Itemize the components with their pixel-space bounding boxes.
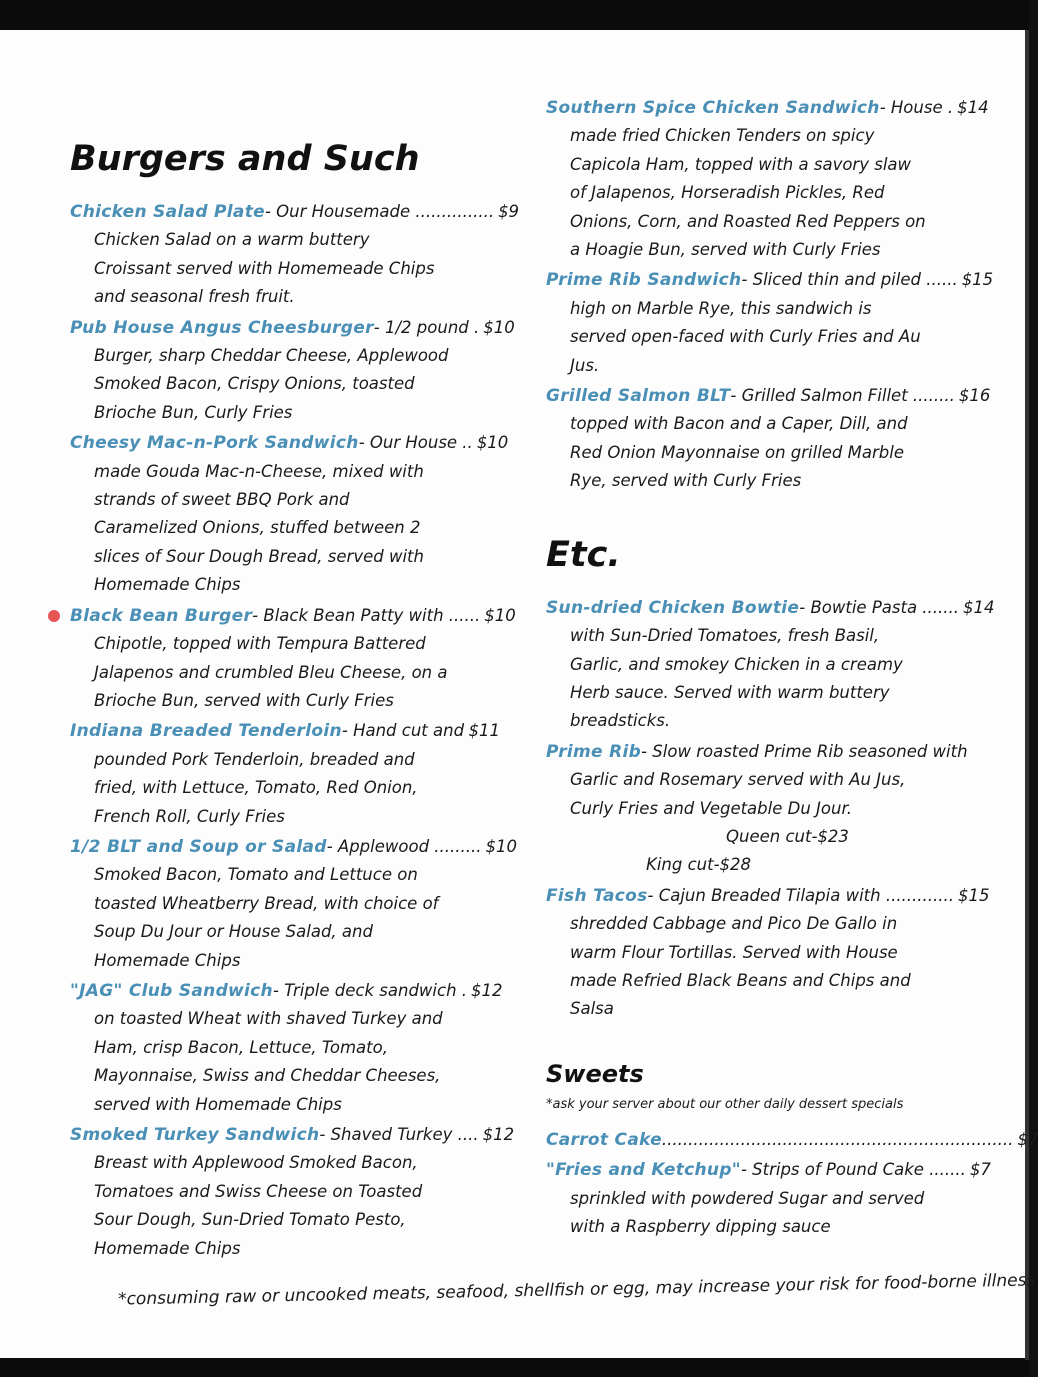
menu-item-header bbox=[546, 594, 995, 622]
menu-item-description-line: of Jalapenos, Horseradish Pickles, Red bbox=[570, 183, 885, 203]
menu-item bbox=[70, 833, 517, 975]
sweets-note: *ask your server about our other daily dessert specials bbox=[546, 1096, 904, 1112]
menu-item-description-line: with Sun-Dried Tomatoes, fresh Basil, bbox=[570, 626, 880, 646]
menu-item-name: Carrot Cake bbox=[546, 1129, 662, 1150]
menu-item-price: $15 bbox=[961, 270, 994, 290]
menu-item-description-line: Salsa bbox=[570, 999, 614, 1019]
menu-item-price: $9 bbox=[498, 202, 520, 221]
menu-item-price: $11 bbox=[468, 721, 500, 741]
menu-item-name: Chicken Salad Plate bbox=[70, 202, 265, 222]
menu-item bbox=[70, 602, 516, 716]
menu-item-name: Black Bean Burger bbox=[70, 605, 253, 626]
menu-item-description-line: fried, with Lettuce, Tomato, Red Onion, bbox=[94, 778, 418, 798]
menu-item-description-line: pounded Pork Tenderloin, breaded and bbox=[94, 749, 415, 769]
menu-item-header bbox=[70, 314, 515, 342]
menu-item-description-line: Brioche Bun, served with Curly Fries bbox=[94, 690, 394, 710]
menu-item-description-line: Rye, served with Curly Fries bbox=[570, 471, 802, 491]
menu-item-description-line: Caramelized Onions, stuffed between 2 bbox=[94, 518, 421, 538]
menu-item-description-line: toasted Wheatberry Bread, with choice of bbox=[94, 893, 439, 913]
menu-item-lead-text: - Sliced thin and piled ...... bbox=[741, 270, 958, 290]
menu-item-description-line: Garlic and Rosemary served with Au Jus, bbox=[570, 770, 906, 790]
menu-item-lead-text: - Slow roasted Prime Rib seasoned with bbox=[641, 741, 968, 761]
menu-item-description-line: Croissant served with Homemeade Chips bbox=[94, 258, 435, 278]
menu-item-header bbox=[546, 266, 994, 294]
menu-item bbox=[546, 382, 991, 496]
burgers-list bbox=[70, 198, 520, 1263]
menu-item-price: $7 bbox=[969, 1160, 991, 1180]
menu-item bbox=[70, 977, 503, 1119]
menu-item-lead-text: - Our House .. bbox=[358, 433, 473, 453]
menu-item-description-line: Brioche Bun, Curly Fries bbox=[94, 402, 293, 422]
menu-item-description-line: a Hoagie Bun, served with Curly Fries bbox=[570, 240, 881, 260]
menu-item bbox=[546, 882, 990, 1024]
menu-item-price: $14 bbox=[963, 597, 995, 617]
menu-item-description-line: served open-faced with Curly Fries and Au bbox=[570, 327, 921, 347]
menu-item-description-line: Burger, sharp Cheddar Cheese, Applewood bbox=[94, 346, 449, 366]
menu-item-description-line: Homemade Chips bbox=[94, 1238, 241, 1258]
menu-item-description-line: shredded Cabbage and Pico De Gallo in bbox=[570, 914, 898, 934]
menu-item-header bbox=[546, 1156, 991, 1184]
menu-item-description-line: with a Raspberry dipping sauce bbox=[570, 1217, 831, 1236]
menu-item bbox=[546, 1126, 1038, 1154]
menu-item-description-line: Chicken Salad on a warm buttery bbox=[94, 230, 370, 250]
menu-item-header bbox=[546, 738, 976, 766]
menu-item-price: $10 bbox=[485, 836, 517, 856]
menu-item-price: $14 bbox=[957, 98, 989, 117]
menu-item bbox=[70, 198, 520, 312]
menu-item-description-line: Homemade Chips bbox=[94, 950, 241, 970]
menu-item-name: "JAG" Club Sandwich bbox=[70, 980, 273, 1001]
menu-item-name: Smoked Turkey Sandwich bbox=[70, 1125, 320, 1145]
menu-item-description-line: made fried Chicken Tenders on spicy bbox=[570, 126, 875, 146]
menu-item-header bbox=[70, 1121, 515, 1149]
menu-item-description-line: Onions, Corn, and Roasted Red Peppers on bbox=[570, 211, 926, 231]
food-safety-disclaimer: *consuming raw or uncooked meats, seafood, shellfish or egg, may increase your risk for food-borne illness bbox=[117, 1270, 1036, 1310]
menu-item bbox=[70, 1121, 515, 1263]
scan-border-top bbox=[0, 0, 1029, 30]
menu-item-lead-text: - Shaved Turkey .... bbox=[319, 1125, 479, 1144]
menu-item-price: $10 bbox=[484, 605, 516, 625]
menu-item-name: Prime Rib bbox=[546, 741, 642, 762]
menu-item-description-line: Sour Dough, Sun-Dried Tomato Pesto, bbox=[94, 1210, 406, 1230]
menu-item-lead-text: - Applewood ......... bbox=[326, 836, 482, 856]
menu-item-name: Fish Tacos bbox=[546, 885, 648, 906]
queen-cut-price: Queen cut-$23 bbox=[726, 826, 849, 846]
menu-item-name: Indiana Breaded Tenderloin bbox=[70, 721, 342, 742]
menu-item-description-line: Ham, crisp Bacon, Lettuce, Tomato, bbox=[94, 1037, 388, 1057]
sandwiches-list bbox=[546, 94, 994, 496]
menu-item-name: Pub House Angus Cheesburger bbox=[70, 317, 374, 338]
king-cut-price: King cut-$28 bbox=[646, 855, 752, 875]
menu-item-name: 1/2 BLT and Soup or Salad bbox=[70, 836, 327, 857]
vegetarian-bullet-icon bbox=[48, 610, 60, 622]
menu-item-description-line: Tomatoes and Swiss Cheese on Toasted bbox=[94, 1181, 423, 1201]
menu-item-header bbox=[546, 882, 990, 910]
menu-item-description-line: Jus. bbox=[570, 355, 600, 375]
menu-item-description-line: sprinkled with powdered Sugar and served bbox=[570, 1188, 925, 1208]
menu-item-description-line: breadsticks. bbox=[570, 711, 671, 731]
menu-item bbox=[546, 738, 976, 880]
menu-item-lead-text: - 1/2 pound . bbox=[373, 317, 480, 337]
menu-item-price: $7 bbox=[1017, 1129, 1038, 1149]
section-heading-etc: Etc. bbox=[546, 534, 621, 575]
menu-item-name: "Fries and Ketchup" bbox=[546, 1160, 741, 1181]
menu-item-header bbox=[70, 429, 509, 457]
scan-border-right bbox=[1025, 30, 1029, 1360]
menu-item-header bbox=[70, 833, 517, 861]
sweets-list bbox=[546, 1126, 1038, 1242]
menu-item-price: $16 bbox=[958, 386, 991, 406]
menu-item-price: $15 bbox=[958, 885, 990, 905]
menu-item-lead-text: - Bowtie Pasta ....... bbox=[799, 597, 960, 617]
menu-item-lead-text: - Grilled Salmon Fillet ........ bbox=[730, 386, 955, 406]
menu-item-lead-text: - Hand cut and bbox=[341, 721, 465, 741]
menu-item-lead-text: - Cajun Breaded Tilapia with ............. bbox=[647, 885, 955, 905]
menu-item-description-line: Curly Fries and Vegetable Du Jour. bbox=[570, 798, 852, 818]
menu-item-description-line: Capicola Ham, topped with a savory slaw bbox=[570, 154, 912, 174]
menu-item-lead-text: - Our Housemade ............... bbox=[264, 202, 495, 221]
right-column bbox=[546, 94, 1038, 1243]
menu-item-header bbox=[546, 94, 989, 122]
menu-item-description-line: Breast with Applewood Smoked Bacon, bbox=[94, 1153, 418, 1173]
menu-item-name: Sun-dried Chicken Bowtie bbox=[546, 597, 800, 618]
menu-item-price: $10 bbox=[476, 433, 509, 453]
menu-item-description-line: and seasonal fresh fruit. bbox=[94, 287, 295, 307]
menu-item-lead-text: ................................................................... bbox=[661, 1129, 1014, 1149]
menu-item-lead-text: - Triple deck sandwich . bbox=[272, 980, 468, 1000]
menu-item bbox=[70, 314, 515, 428]
section-heading-burgers: Burgers and Such bbox=[70, 139, 420, 179]
menu-item-header bbox=[546, 382, 991, 410]
menu-item-description-line: warm Flour Tortillas. Served with House bbox=[570, 942, 898, 962]
etc-list bbox=[546, 594, 995, 1024]
menu-item-description-line: Jalapenos and crumbled Bleu Cheese, on a bbox=[94, 662, 448, 682]
menu-item-description-line: Garlic, and smokey Chicken in a creamy bbox=[570, 654, 903, 674]
menu-item-description-line: French Roll, Curly Fries bbox=[94, 806, 285, 826]
menu-item-header bbox=[70, 977, 503, 1005]
menu-item bbox=[546, 594, 995, 736]
menu-item-lead-text: - House . bbox=[879, 98, 954, 117]
menu-item-description-line: Smoked Bacon, Tomato and Lettuce on bbox=[94, 865, 418, 885]
menu-item-description-line: slices of Sour Dough Bread, served with bbox=[94, 546, 424, 566]
menu-item bbox=[546, 94, 989, 264]
menu-item-description-line: made Gouda Mac-n-Cheese, mixed with bbox=[94, 461, 424, 481]
menu-item-description-line: Soup Du Jour or House Salad, and bbox=[94, 922, 373, 942]
menu-item-name: Cheesy Mac-n-Pork Sandwich bbox=[70, 433, 359, 454]
menu-item-name: Prime Rib Sandwich bbox=[546, 270, 742, 291]
menu-item-description-line: Smoked Bacon, Crispy Onions, toasted bbox=[94, 374, 415, 394]
menu-item-lead-text: - Strips of Pound Cake ....... bbox=[740, 1160, 966, 1180]
menu-item-header bbox=[70, 602, 516, 630]
menu-item bbox=[70, 429, 509, 599]
menu-item-description-line: strands of sweet BBQ Pork and bbox=[94, 490, 350, 510]
menu-item-description-line: Mayonnaise, Swiss and Cheddar Cheeses, bbox=[94, 1066, 441, 1086]
menu-item-description-line: Chipotle, topped with Tempura Battered bbox=[94, 634, 426, 654]
menu-item-description-line: served with Homemade Chips bbox=[94, 1094, 342, 1114]
menu-item-header bbox=[70, 198, 520, 226]
menu-item-header bbox=[70, 717, 500, 745]
section-heading-sweets: Sweets bbox=[546, 1059, 644, 1088]
menu-item-name: Grilled Salmon BLT bbox=[546, 386, 731, 407]
menu-item bbox=[70, 717, 500, 831]
menu-item-name: Southern Spice Chicken Sandwich bbox=[546, 98, 880, 118]
menu-item bbox=[546, 266, 994, 380]
left-column bbox=[70, 134, 520, 1265]
scan-border-bottom bbox=[0, 1358, 1029, 1377]
menu-item-description-line: Homemade Chips bbox=[94, 575, 241, 595]
menu-item-description-line: high on Marble Rye, this sandwich is bbox=[570, 298, 872, 318]
menu-item-description-line: Red Onion Mayonnaise on grilled Marble bbox=[570, 442, 904, 462]
menu-item bbox=[546, 1156, 991, 1241]
menu-item-description-line: on toasted Wheat with shaved Turkey and bbox=[94, 1009, 443, 1029]
menu-item-price: $12 bbox=[471, 980, 503, 1000]
menu-item-description-line: Herb sauce. Served with warm buttery bbox=[570, 682, 890, 702]
menu-item-header bbox=[546, 1126, 1038, 1154]
menu-item-lead-text: - Black Bean Patty with ...... bbox=[252, 605, 481, 625]
menu-item-price: $12 bbox=[482, 1125, 515, 1144]
menu-item-description-line: made Refried Black Beans and Chips and bbox=[570, 970, 911, 990]
menu-item-description-line: topped with Bacon and a Caper, Dill, and bbox=[570, 414, 908, 434]
menu-item-price: $10 bbox=[483, 317, 515, 337]
